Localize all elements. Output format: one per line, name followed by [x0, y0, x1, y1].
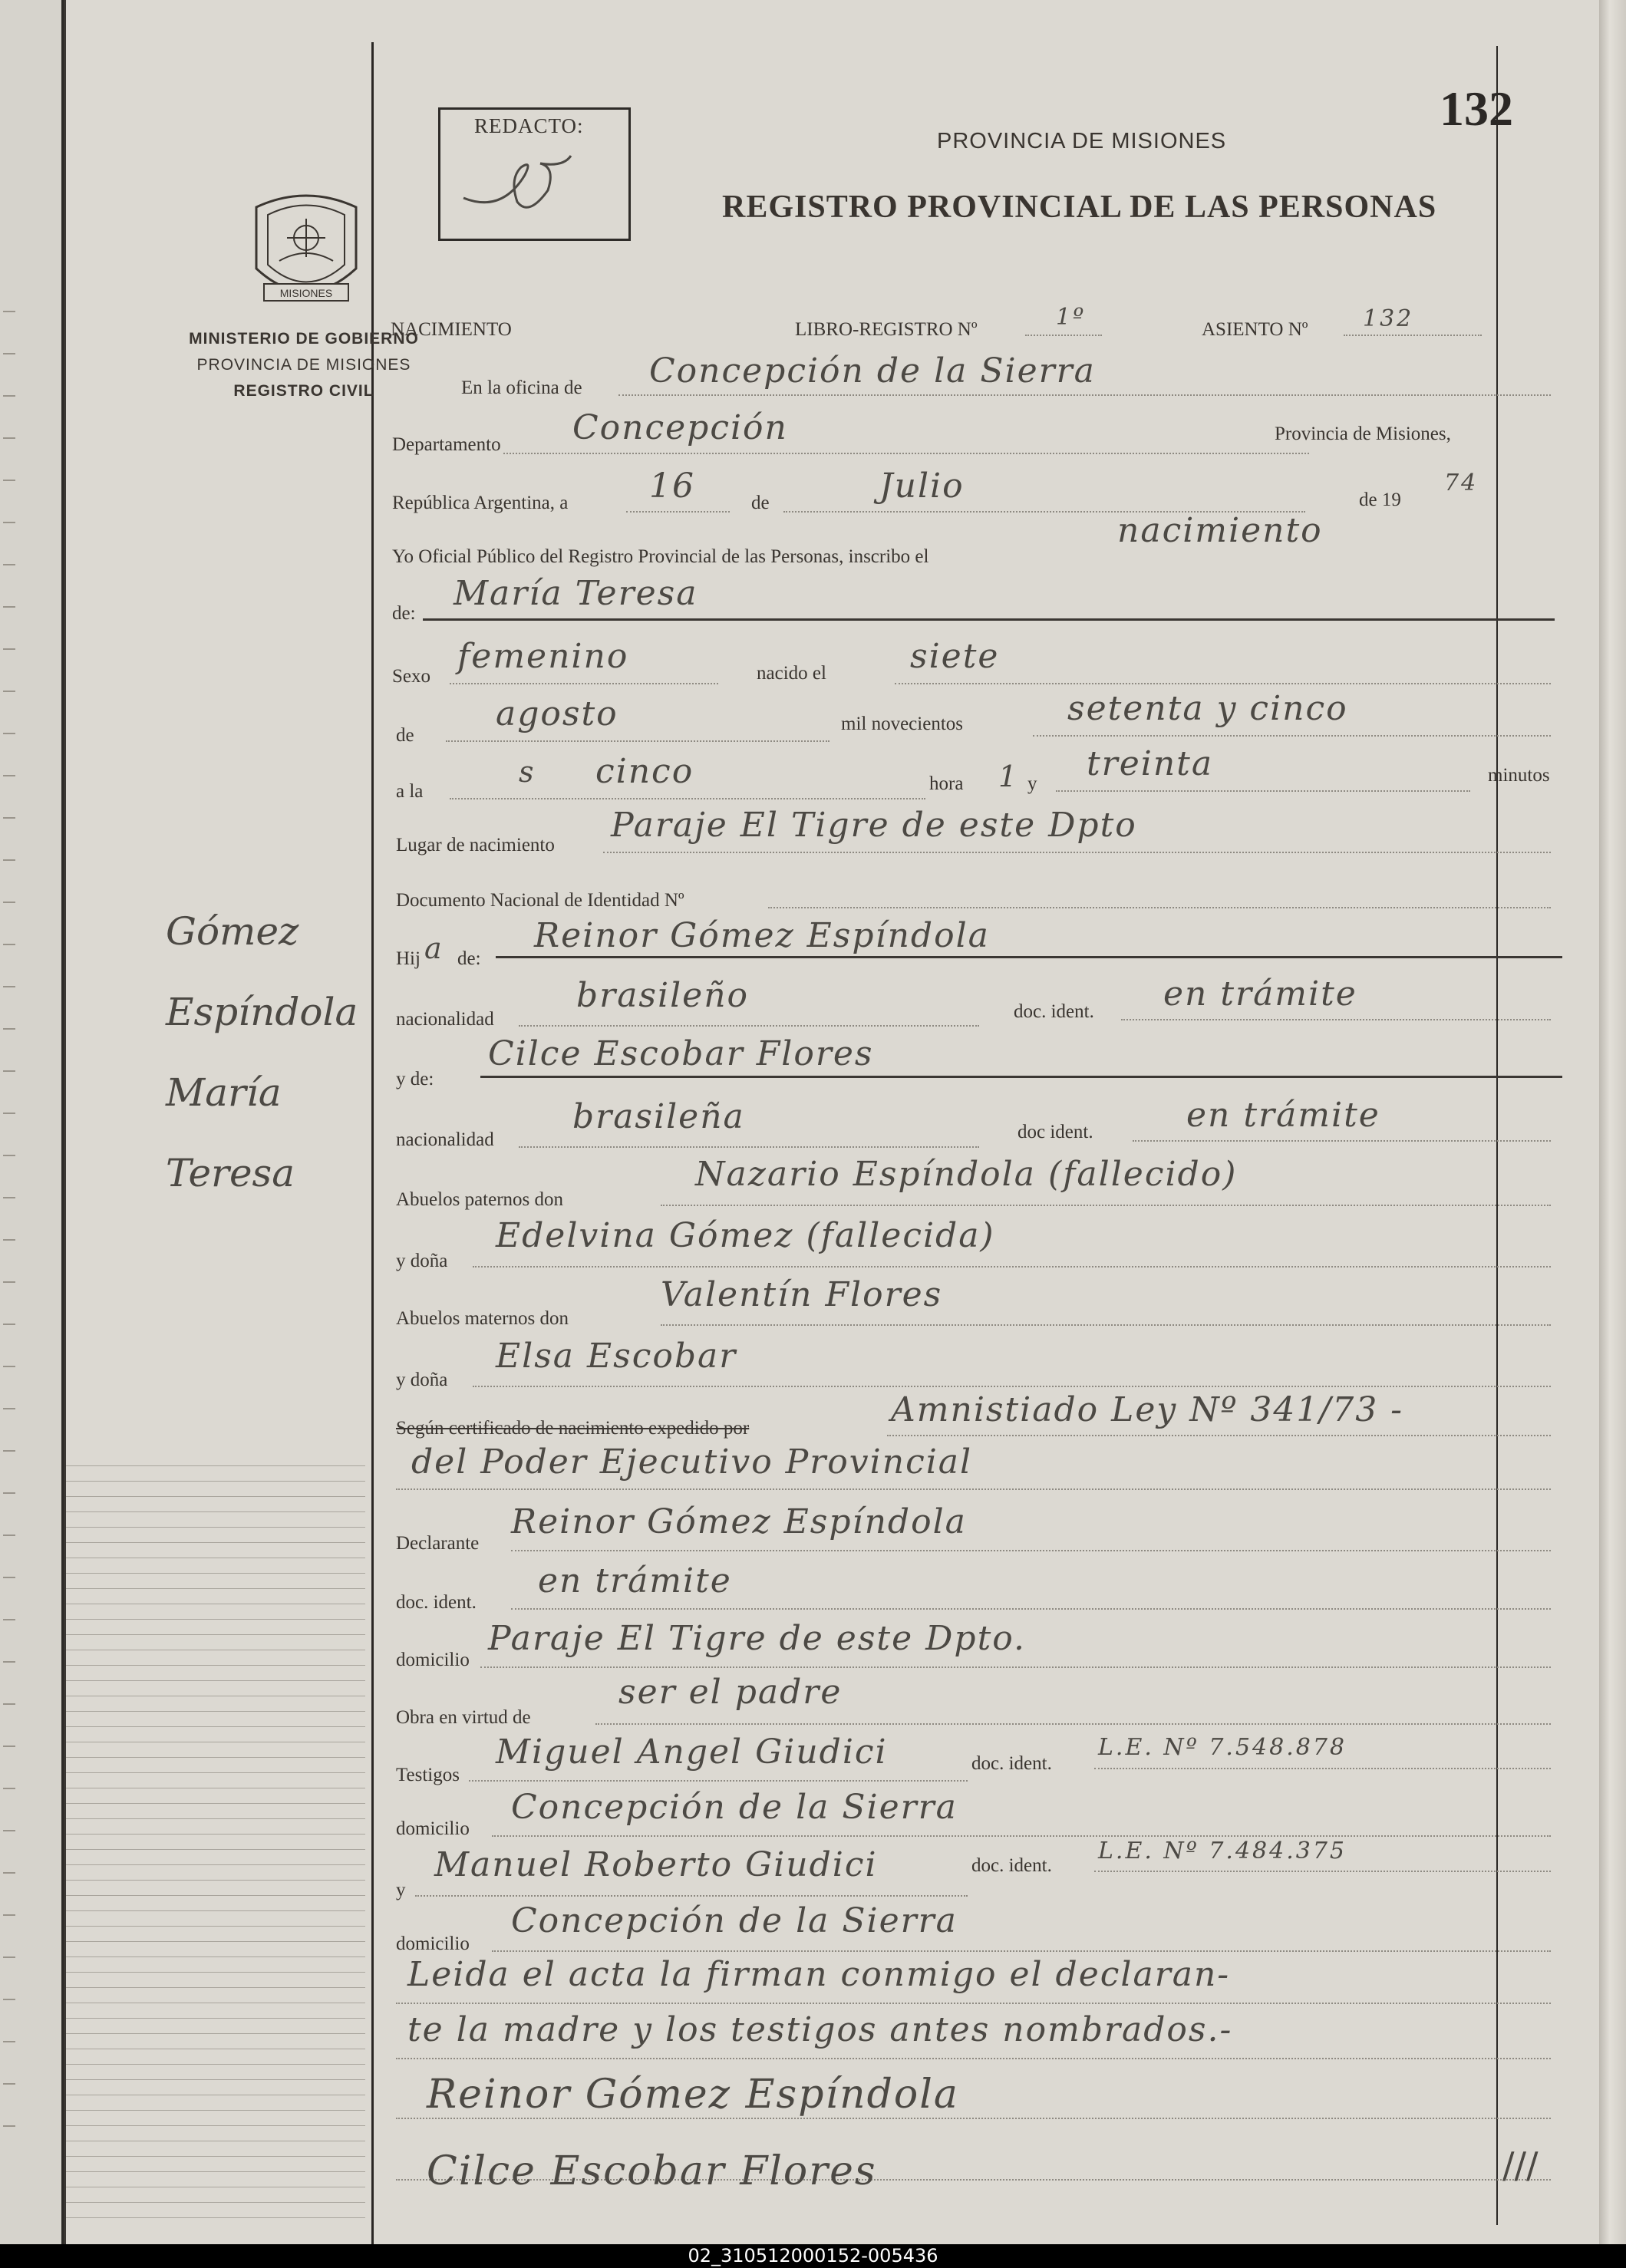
- previous-page-edge: [0, 0, 64, 2244]
- obra-label: Obra en virtud de: [396, 1707, 531, 1728]
- testigo1-dom-value: Concepción de la Sierra: [511, 1788, 958, 1827]
- margin-note-line4: Teresa: [166, 1151, 295, 1195]
- ministry-line2: PROVINCIA DE MISIONES: [196, 356, 411, 374]
- nac2-label: nacionalidad: [396, 1129, 494, 1150]
- departamento-value: Concepción: [572, 408, 788, 447]
- registry-title: REGISTRO PROVINCIAL DE LAS PERSONAS: [722, 190, 1437, 225]
- book-page-edges: [1599, 0, 1626, 2244]
- declarante-value: Reinor Gómez Espíndola: [511, 1502, 967, 1541]
- anio-letras-value: setenta y cinco: [1067, 689, 1348, 728]
- province-title: PROVINCIA DE MISIONES: [937, 129, 1227, 153]
- sexo-value: femenino: [457, 637, 629, 676]
- redacto-initials-icon: [456, 144, 609, 229]
- docid3-label: doc. ident.: [396, 1592, 477, 1613]
- segun-label: Según certificado de nacimiento expedido por: [396, 1418, 750, 1439]
- dia-value: 16: [649, 466, 695, 506]
- hora-mark-value: 1: [998, 760, 1019, 793]
- ministry-line3: REGISTRO CIVIL: [233, 382, 374, 400]
- oficina-label: En la oficina de: [461, 377, 582, 398]
- lugar-value: Paraje El Tigre de este Dpto: [611, 806, 1137, 845]
- segun-value2: del Poder Ejecutivo Provincial: [411, 1442, 973, 1482]
- mes-value: Julio: [879, 466, 965, 506]
- ab-mat-value: Valentín Flores: [661, 1275, 943, 1314]
- mes2-value: agosto: [496, 694, 618, 733]
- hijo-label: Hij: [396, 948, 421, 969]
- docid2-label: doc ident.: [1017, 1122, 1093, 1142]
- ministry-line1: MINISTERIO DE GOBIERNO: [189, 330, 419, 348]
- segun-value: Amnistiado Ley Nº 341/73 -: [891, 1390, 1404, 1429]
- testigo2-value: Manuel Roberto Giudici: [434, 1845, 878, 1884]
- testigo2-dom-value: Concepción de la Sierra: [511, 1901, 958, 1940]
- hijo-de-label: de:: [457, 948, 481, 969]
- nacimiento-label: NACIMIENTO: [391, 319, 512, 340]
- obra-value: ser el padre: [618, 1673, 843, 1712]
- doc-madre-value: en trámite: [1186, 1096, 1380, 1135]
- oficina-value: Concepción de la Sierra: [649, 351, 1096, 391]
- doc-declarante-value: en trámite: [538, 1561, 732, 1600]
- hijo-suffix-value: a: [424, 931, 444, 965]
- republica-label: República Argentina, a: [392, 493, 569, 513]
- nacido-label: nacido el: [757, 663, 826, 684]
- de-label: de: [751, 493, 770, 513]
- ydona2-label: y doña: [396, 1370, 448, 1390]
- minutos-value: treinta: [1087, 744, 1214, 783]
- province-crest-icon: [241, 184, 371, 318]
- doc-padre-value: en trámite: [1163, 974, 1357, 1014]
- yde-label: y de:: [396, 1069, 434, 1089]
- ydona-label: y doña: [396, 1251, 448, 1271]
- closing-mark: ///: [1502, 2144, 1539, 2186]
- nac-padre-value: brasileño: [576, 976, 750, 1015]
- ab-mat-dona-value: Elsa Escobar: [496, 1337, 737, 1376]
- crest-label: MISIONES: [279, 287, 333, 299]
- y2-label: y: [396, 1880, 406, 1900]
- anio-value: 74: [1444, 470, 1479, 496]
- acto-value: nacimiento: [1117, 511, 1323, 550]
- departamento-label: Departamento: [392, 434, 501, 455]
- dia-letras-value: siete: [910, 637, 1000, 676]
- ab-mat-label: Abuelos maternos don: [396, 1308, 569, 1329]
- nombre-value: María Teresa: [453, 574, 698, 613]
- hora-letras-value: cinco: [595, 752, 694, 791]
- image-id-footer: 02_310512000152-005436: [0, 2244, 1626, 2268]
- nac-label: nacionalidad: [396, 1009, 494, 1030]
- padre-value: Reinor Gómez Espíndola: [534, 916, 990, 955]
- docid4-label: doc. ident.: [971, 1753, 1052, 1774]
- nac-madre-value: brasileña: [572, 1097, 745, 1136]
- libro-value: 1º: [1056, 304, 1087, 331]
- domicilio-label: domicilio: [396, 1650, 470, 1670]
- ala-value: s: [519, 755, 536, 789]
- de3-label: de: [396, 725, 414, 746]
- testigos-label: Testigos: [396, 1765, 460, 1785]
- provincia-label: Provincia de Misiones,: [1275, 424, 1451, 444]
- ab-pat-dona-value: Edelvina Gómez (fallecida): [496, 1216, 995, 1255]
- asiento-value: 132: [1363, 305, 1414, 332]
- declarante-label: Declarante: [396, 1533, 480, 1554]
- redacto-box: [438, 107, 631, 241]
- minutos-label: minutos: [1488, 765, 1550, 786]
- dni-label: Documento Nacional de Identidad Nº: [396, 890, 684, 911]
- domicilio3-label: domicilio: [396, 1933, 470, 1954]
- cierre-line2: te la madre y los testigos antes nombrados.-: [407, 2010, 1233, 2049]
- signature-declarante: Reinor Gómez Espíndola: [427, 2072, 959, 2118]
- madre-value: Cilce Escobar Flores: [488, 1034, 874, 1073]
- right-border-line: [1496, 46, 1498, 2225]
- mil-label: mil novecientos: [841, 714, 963, 734]
- y-label: y: [1027, 773, 1037, 794]
- asiento-label: ASIENTO Nº: [1202, 319, 1308, 340]
- margin-note-line1: Gómez: [166, 909, 299, 954]
- hora-label: hora: [929, 773, 964, 794]
- docid5-label: doc. ident.: [971, 1855, 1052, 1876]
- ab-pat-label: Abuelos paternos don: [396, 1189, 564, 1210]
- libro-label: LIBRO-REGISTRO Nº: [795, 319, 978, 340]
- signature-madre: Cilce Escobar Flores: [427, 2148, 877, 2194]
- cierre-line1: Leida el acta la firman conmigo el declaran-: [407, 1955, 1231, 1994]
- register-page: [66, 0, 1599, 2244]
- testigo1-value: Miguel Angel Giudici: [496, 1732, 888, 1772]
- margin-note-line3: María: [166, 1070, 282, 1115]
- oficial-label: Yo Oficial Público del Registro Provincial de las Personas, inscribo el: [392, 546, 929, 567]
- anio-label: de 19: [1359, 490, 1401, 510]
- sexo-label: Sexo: [392, 666, 430, 687]
- domicilio-value: Paraje El Tigre de este Dpto.: [488, 1619, 1026, 1658]
- page-number: 132: [1440, 81, 1513, 136]
- testigo2-doc-value: L.E. Nº 7.484.375: [1098, 1838, 1347, 1864]
- de2-label: de:: [392, 603, 416, 624]
- margin-note-line2: Espíndola: [166, 990, 358, 1034]
- lugar-label: Lugar de nacimiento: [396, 835, 555, 855]
- ala-label: a la: [396, 781, 424, 802]
- docid-label: doc. ident.: [1014, 1001, 1094, 1022]
- ab-pat-value: Nazario Espíndola (fallecido): [695, 1155, 1238, 1194]
- domicilio2-label: domicilio: [396, 1818, 470, 1839]
- testigo1-doc-value: L.E. Nº 7.548.878: [1098, 1734, 1347, 1761]
- redacto-label: REDACTO:: [474, 114, 584, 137]
